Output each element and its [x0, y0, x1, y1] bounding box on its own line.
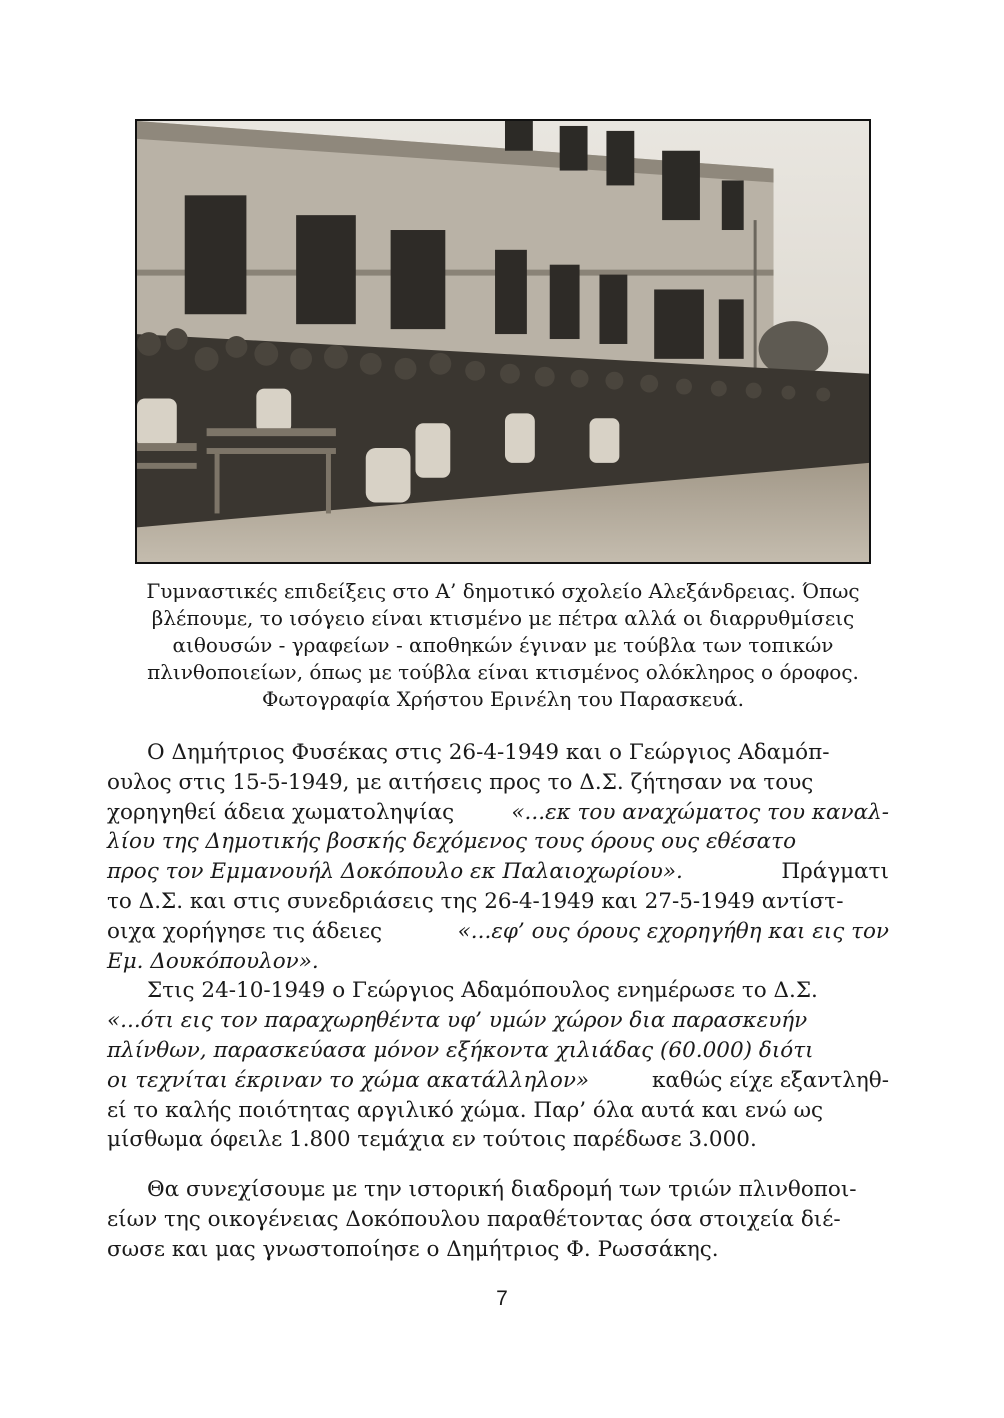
quote-run: λίου της Δημοτικής βοσκής δεχόμενος τους όρους ους εθέσατο — [107, 829, 797, 855]
paragraph-1-line — [107, 887, 889, 917]
paragraph-1-line — [107, 738, 889, 768]
paragraph-2-line — [107, 1096, 889, 1126]
body-text — [107, 738, 889, 1265]
text-run: σωσε και μας γνωστοποίησε ο Δημήτριος Φ. Ρωσσάκης. — [107, 1236, 719, 1262]
paragraph-2-line — [107, 1125, 889, 1155]
paragraph-1-line — [107, 798, 889, 828]
paragraph-1-line — [107, 768, 889, 798]
quote-run: πλίνθων, παρασκεύασα μόνον εξήκοντα χιλιάδας (60.000) διότι — [107, 1037, 814, 1063]
quote-run: «...εφ’ ους όρους εχορηγήθη και εις τον — [457, 918, 889, 944]
quote-run: Εμ. Δουκόπουλον». — [107, 948, 319, 974]
paragraph-2-line — [107, 1066, 889, 1096]
quote-run: οι τεχνίται έκριναν το χώμα ακατάλληλον» — [107, 1067, 590, 1093]
text-run: Θα συνεχίσουμε με την ιστορική διαδρομή των τριών πλινθοποι- — [147, 1177, 857, 1203]
photo-caption — [120, 578, 886, 713]
text-run: μίσθωμα όφειλε 1.800 τεμάχια εν τούτοις παρέδωσε 3.000. — [107, 1127, 757, 1153]
text-run: είων της οικογένειας Δοκόπουλου παραθέτοντας όσα στοιχεία διέ- — [107, 1206, 841, 1232]
text-run: οιχα χορήγησε τις άδειες — [107, 918, 389, 944]
paragraph-1-line — [107, 917, 889, 947]
text-run: Στις 24-10-1949 ο Γεώργιος Αδαμόπουλος ενημέρωσε το Δ.Σ. — [147, 978, 818, 1004]
text-run: ουλος στις 15-5-1949, με αιτήσεις προς το Δ.Σ. ζήτησαν να τους — [107, 769, 814, 795]
paragraph-2-line — [107, 1006, 889, 1036]
paragraph-2-line — [107, 1036, 889, 1066]
caption-line: Γυμναστικές επιδείξεις στο Α’ δημοτικό σχολείο Αλεξάνδρειας. Όπως — [146, 579, 860, 603]
page-number: 7 — [496, 1287, 508, 1310]
paragraph-1-line — [107, 857, 889, 887]
caption-line: αιθουσών - γραφείων - αποθηκών έγιναν με τούβλα των τοπικών — [172, 633, 834, 657]
quote-run: «...ότι εις τον παραχωρηθέντα υφ’ υμών χώρον δια παρασκευήν — [107, 1008, 808, 1034]
paragraph-1-line — [107, 947, 889, 977]
text-run: το Δ.Σ. και στις συνεδριάσεις της 26-4-1949 και 27-5-1949 αντίστ- — [107, 888, 844, 914]
text-run: εί το καλής ποιότητας αργιλικό χώμα. Παρ’ όλα αυτά και ενώ ως — [107, 1097, 824, 1123]
paragraph-3-line — [107, 1175, 889, 1205]
text-run: καθώς είχε εξαντληθ- — [645, 1067, 889, 1093]
quote-run: «...εκ του αναχώματος του καναλ- — [511, 799, 889, 825]
text-run: Ο Δημήτριος Φυσέκας στις 26-4-1949 και ο Γεώργιος Αδαμόπ- — [147, 740, 830, 765]
paragraph-3-line — [107, 1235, 889, 1265]
text-run: χορηγηθεί άδεια χωματοληψίας — [107, 799, 462, 825]
caption-line: πλινθοποιείων, όπως με τούβλα είναι κτισμένος ολόκληρος ο όροφος. — [147, 660, 859, 684]
caption-line: Φωτογραφία Χρήστου Ερινέλη του Παρασκευά. — [261, 687, 745, 711]
paragraph-2-line — [107, 976, 889, 1006]
paragraph-1-line — [107, 827, 889, 857]
photo-illustration — [137, 121, 869, 562]
quote-run: προς τον Εμμανουήλ Δοκόπουλο εκ Παλαιοχωρίου». — [107, 859, 683, 885]
caption-line: βλέπουμε, το ισόγειο είναι κτισμένο με πέτρα αλλά οι διαρρυθμίσεις — [151, 606, 855, 630]
text-run: Πράγματι — [774, 859, 889, 885]
paragraph-3-line — [107, 1205, 889, 1235]
historic-photograph — [135, 119, 871, 564]
